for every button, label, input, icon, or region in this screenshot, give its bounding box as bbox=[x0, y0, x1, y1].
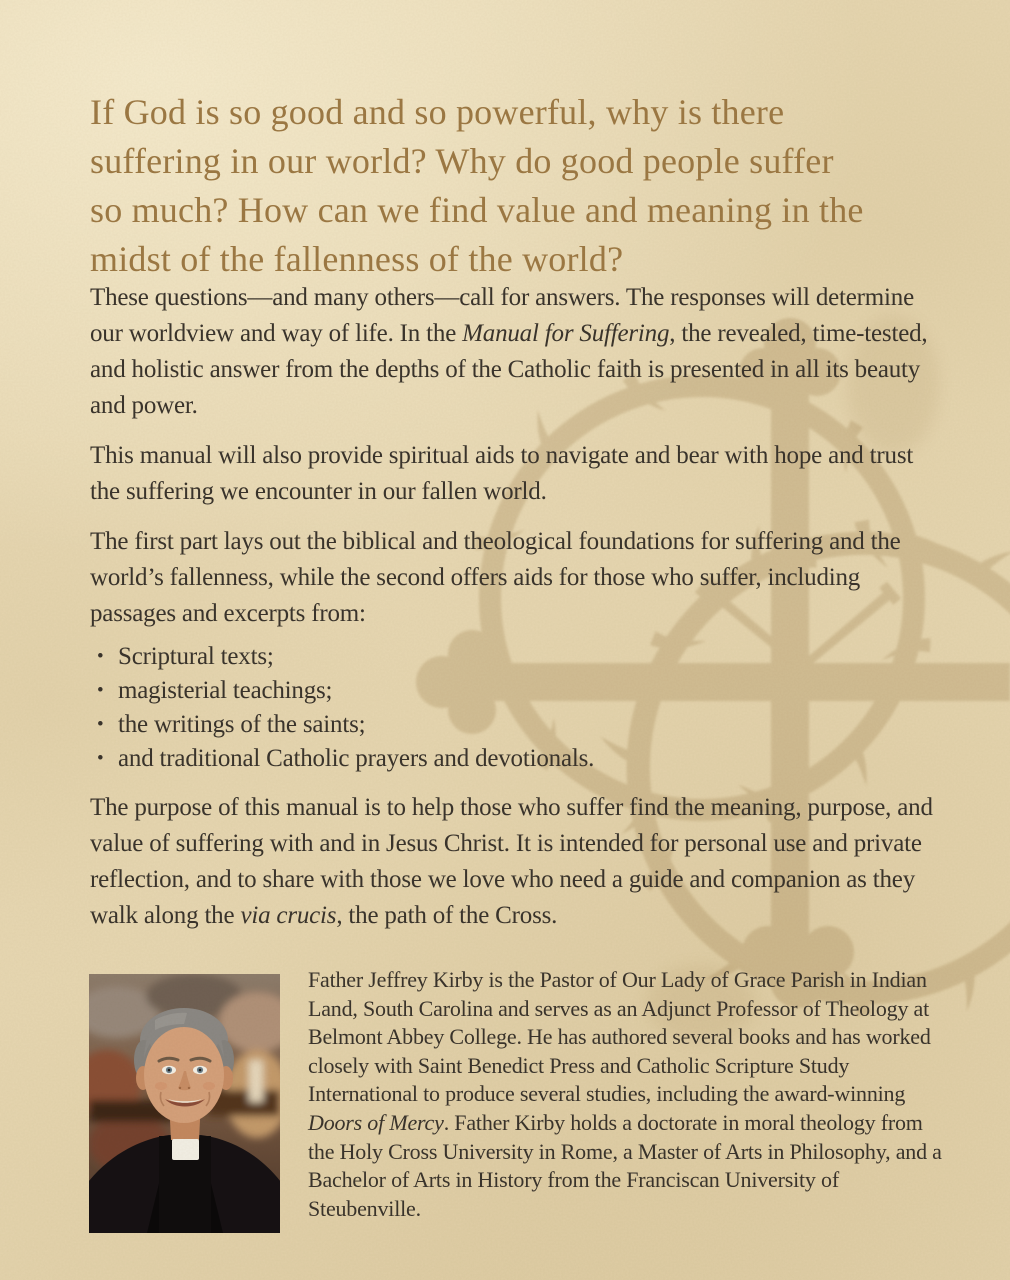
bullet-dot-icon: • bbox=[97, 680, 104, 701]
bullet-item bbox=[90, 708, 940, 742]
spiritual-aids-paragraph: This manual will also provide spiritual aids to navigate and bear with hope and trust the suffering we encounter in our fallen world. bbox=[90, 442, 914, 505]
bullet-text: magisterial teachings; bbox=[118, 677, 333, 704]
headline-line: suffering in our world? Why do good people suffer bbox=[90, 141, 834, 181]
headline-line: so much? How can we find value and meaning in the bbox=[90, 190, 864, 230]
priest-portrait-photo bbox=[89, 974, 280, 1233]
bullet-text: Scriptural texts; bbox=[118, 643, 274, 670]
bullet-item bbox=[90, 742, 940, 776]
headline-question bbox=[90, 88, 960, 284]
bullet-item bbox=[90, 640, 940, 674]
bullet-item bbox=[90, 674, 940, 708]
excerpt-sources-list bbox=[90, 640, 940, 776]
author-photo bbox=[89, 974, 280, 1233]
purpose-paragraph: The purpose of this manual is to help those who suffer find the meaning, purpose, and value of suffering with and in Jesus Christ. It is intended for personal use and private reflection, and to share with those we love who need a guide and companion as they walk along the via crucis, the path of the Cross. bbox=[90, 794, 933, 929]
bullet-text: the writings of the saints; bbox=[118, 711, 366, 738]
structure-paragraph: The first part lays out the biblical and theological foundations for suffering and the world’s fallenness, while the second offers aids for those who suffer, including passages and excerpts from: bbox=[90, 528, 901, 627]
responses-paragraph: These questions—and many others—call for answers. The responses will determine our worldview and way of life. In the Manual for Suffering, the revealed, time-tested, and holistic answer from the depths of the Catholic faith is presented in all its beauty and power. bbox=[90, 284, 928, 419]
bullet-dot-icon: • bbox=[97, 714, 104, 735]
bullet-text: and traditional Catholic prayers and devotionals. bbox=[118, 745, 595, 772]
headline-line: If God is so good and so powerful, why is there bbox=[90, 92, 785, 132]
headline-line: midst of the fallenness of the world? bbox=[90, 239, 624, 279]
bullet-dot-icon: • bbox=[97, 646, 104, 667]
bullet-dot-icon: • bbox=[97, 748, 104, 769]
author-bio: Father Jeffrey Kirby is the Pastor of Our Lady of Grace Parish in Indian Land, South Carolina and serves as an Adjunct Professor of Theology at Belmont Abbey College. He has authored several books and has worked closely with Saint Benedict Press and Catholic Scripture Study International to produce several studies, including the award-winning Doors of Mercy. Father Kirby holds a doctorate in moral theology from the Holy Cross University in Rome, a Master of Arts in Philosophy, and a Bachelor of Arts in History from the Franciscan University of Steubenville. bbox=[308, 967, 942, 1221]
